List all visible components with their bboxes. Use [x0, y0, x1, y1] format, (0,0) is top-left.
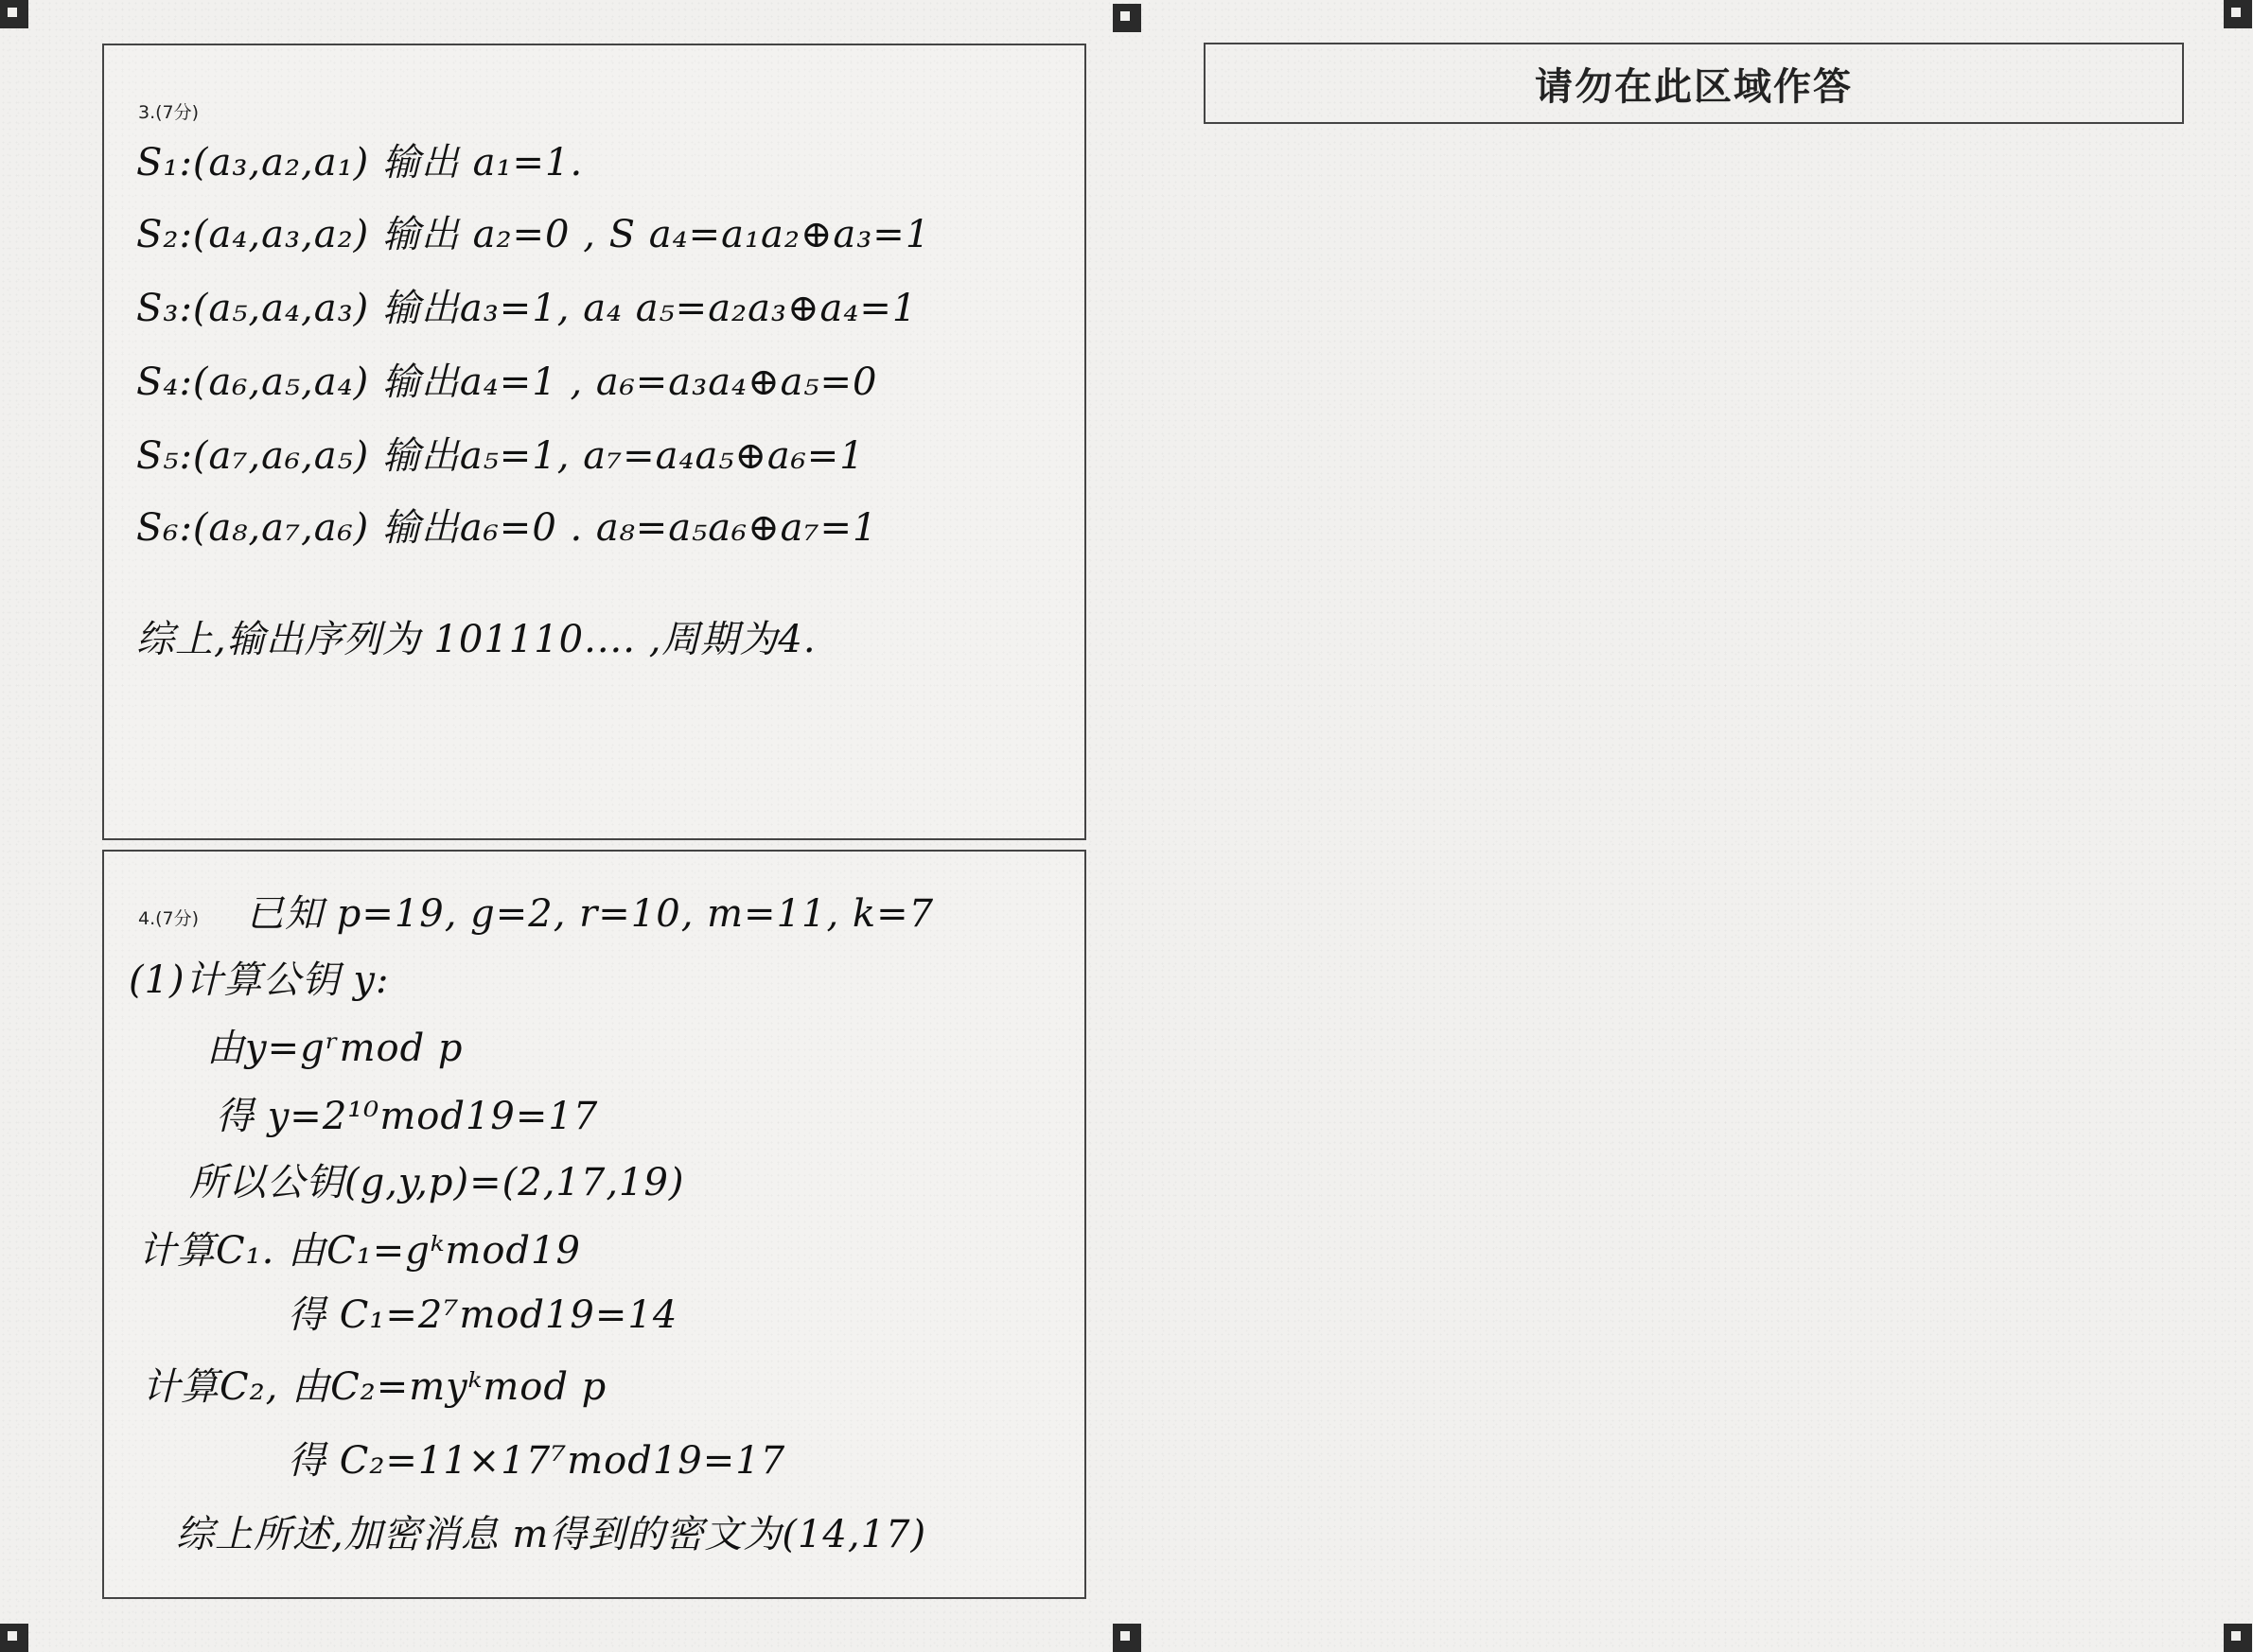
registration-marker-top-left: [0, 0, 28, 28]
no-answer-zone: [1204, 43, 2184, 124]
handwritten-line: S₃:(a₅,a₄,a₃) 输出a₃=1, a₄ a₅=a₂a₃⊕a₄=1: [136, 287, 918, 330]
registration-marker-bottom-left: [0, 1624, 28, 1652]
answer-box-q4: [102, 850, 1086, 1599]
handwritten-line: 所以公钥(g,y,p)=(2,17,19): [189, 1161, 685, 1204]
handwritten-conclusion: 综上所述,加密消息 m得到的密文为(14,17): [176, 1513, 927, 1556]
registration-marker-bottom-center: [1113, 1624, 1141, 1652]
answer-box-q3: [102, 44, 1086, 840]
handwritten-line: S₆:(a₈,a₇,a₆) 输出a₆=0 . a₈=a₅a₆⊕a₇=1: [136, 506, 878, 550]
handwritten-line: S₁:(a₃,a₂,a₁) 输出 a₁=1.: [136, 141, 584, 185]
handwritten-line: S₅:(a₇,a₆,a₅) 输出a₅=1, a₇=a₄a₅⊕a₆=1: [136, 434, 865, 478]
handwritten-line: S₂:(a₄,a₃,a₂) 输出 a₂=0 , S a₄=a₁a₂⊕a₃=1: [136, 213, 931, 256]
no-answer-zone-text: 请勿在此区域作答: [1535, 64, 1853, 109]
handwritten-line: 得 y=2¹⁰mod19=17: [216, 1095, 599, 1138]
registration-marker-top-center: [1113, 4, 1141, 32]
handwritten-line: 计算C₁. 由C₁=gᵏmod19: [138, 1229, 581, 1273]
handwritten-given: 已知 p=19, g=2, r=10, m=11, k=7: [246, 892, 935, 936]
handwritten-line: 得 C₂=11×17⁷mod19=17: [288, 1439, 786, 1483]
handwritten-line: S₄:(a₆,a₅,a₄) 输出a₄=1 , a₆=a₃a₄⊕a₅=0: [136, 360, 878, 404]
handwritten-line: 得 C₁=2⁷mod19=14: [288, 1293, 678, 1337]
handwritten-line: (1)计算公钥 y:: [129, 958, 390, 1002]
question-label: 3.(7分): [138, 102, 200, 123]
handwritten-conclusion: 综上,输出序列为 101110.... ,周期为4.: [136, 618, 817, 661]
registration-marker-top-right: [2224, 0, 2252, 28]
question-label: 4.(7分): [138, 908, 200, 929]
handwritten-line: 由y=gʳmod p: [206, 1027, 464, 1070]
handwritten-line: 计算C₂, 由C₂=myᵏmod p: [142, 1365, 607, 1409]
registration-marker-bottom-right: [2224, 1624, 2252, 1652]
